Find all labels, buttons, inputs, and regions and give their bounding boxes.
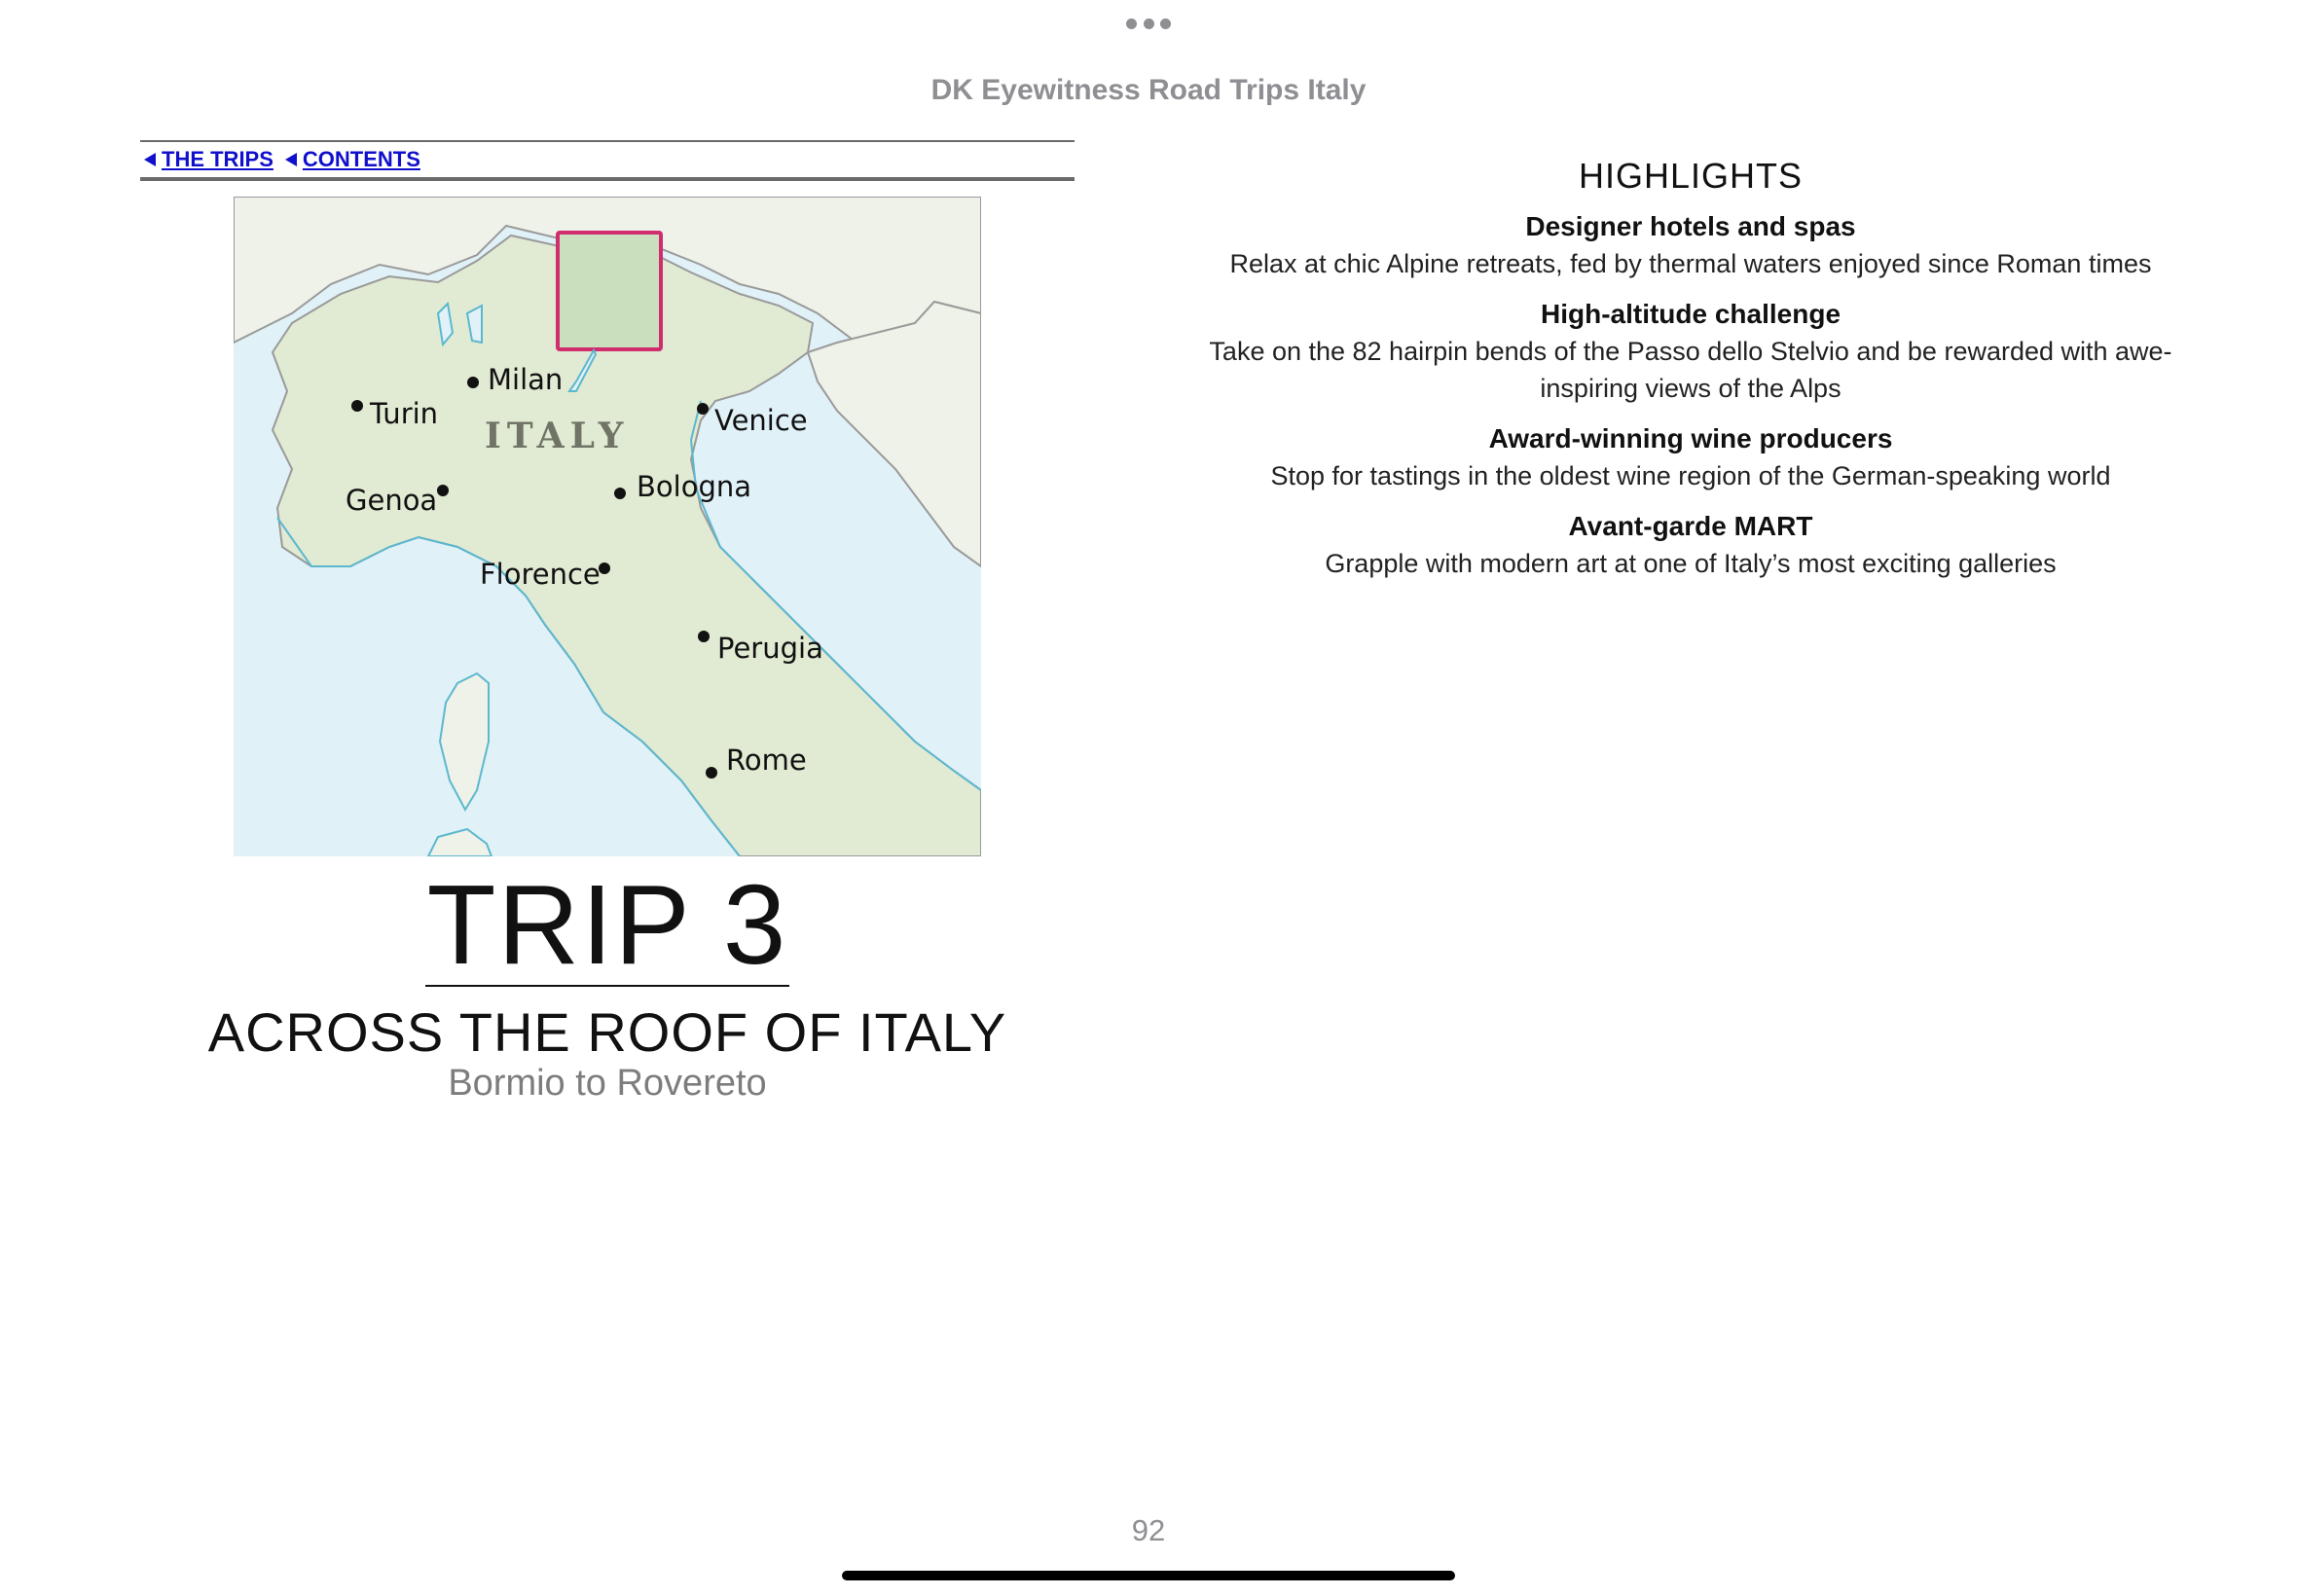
highlight-title: Award-winning wine producers [1488, 423, 1893, 453]
back-arrow-icon [285, 153, 297, 166]
city-dot-turin [351, 400, 363, 412]
city-dot-genoa [437, 485, 449, 496]
map-svg [234, 197, 981, 856]
highlight-text: Stop for tastings in the oldest wine region of the German-speaking world [1270, 461, 2111, 490]
trip-region-highlight [558, 233, 661, 349]
dot [1144, 18, 1154, 29]
highlight-item [1197, 296, 2184, 407]
contents-label: CONTENTS [302, 147, 420, 171]
highlight-text: Grapple with modern art at one of Italy’s most exciting galleries [1325, 549, 2057, 578]
trip-title: ACROSS THE ROOF OF ITALY [207, 1001, 1007, 1063]
city-label-milan: Milan [488, 363, 564, 396]
highlights-section [1197, 156, 2184, 596]
contents-link[interactable] [281, 147, 420, 172]
breadcrumb-nav [140, 140, 1075, 181]
city-label-perugia: Perugia [717, 632, 823, 665]
city-dot-venice [697, 403, 709, 415]
highlight-title: High-altitude challenge [1540, 299, 1841, 329]
highlight-title: Avant-garde MART [1568, 511, 1813, 541]
city-label-florence: Florence [480, 558, 601, 591]
city-label-genoa: Genoa [346, 484, 438, 517]
trip-location-map [234, 197, 981, 856]
dot [1160, 18, 1171, 29]
city-dot-milan [467, 377, 479, 388]
city-label-bologna: Bologna [637, 470, 751, 503]
city-dot-florence [599, 562, 610, 574]
highlight-text: Take on the 82 hairpin bends of the Passo dello Stelvio and be rewarded with awe-inspiring views of the Alps [1209, 337, 2172, 403]
city-label-turin: Turin [370, 397, 439, 430]
highlights-heading: HIGHLIGHTS [1578, 156, 1804, 196]
city-label-venice: Venice [714, 404, 808, 437]
map-country-label: ITALY [485, 416, 630, 456]
highlight-text: Relax at chic Alpine retreats, fed by thermal waters enjoyed since Roman times [1229, 249, 2152, 278]
trip-number-text: TRIP 3 [426, 861, 788, 988]
book-title: DK Eyewitness Road Trips Italy [930, 74, 1367, 106]
highlight-item [1197, 208, 2184, 282]
the-trips-label: THE TRIPS [162, 147, 273, 171]
city-label-rome: Rome [726, 744, 807, 777]
the-trips-link[interactable] [140, 147, 273, 172]
back-arrow-icon [144, 153, 156, 166]
city-dot-perugia [698, 631, 710, 642]
dot [1126, 18, 1137, 29]
city-dot-rome [706, 767, 717, 779]
trip-subtitle: Bormio to Rovereto [448, 1063, 767, 1104]
highlight-item [1197, 508, 2184, 582]
more-options-icon[interactable] [1126, 17, 1171, 30]
page-number: 92 [1131, 1513, 1166, 1547]
highlight-item [1197, 420, 2184, 494]
trip-number-heading [140, 861, 1075, 988]
city-dot-bologna [614, 488, 626, 499]
home-indicator[interactable] [842, 1571, 1455, 1580]
highlight-title: Designer hotels and spas [1525, 211, 1856, 241]
